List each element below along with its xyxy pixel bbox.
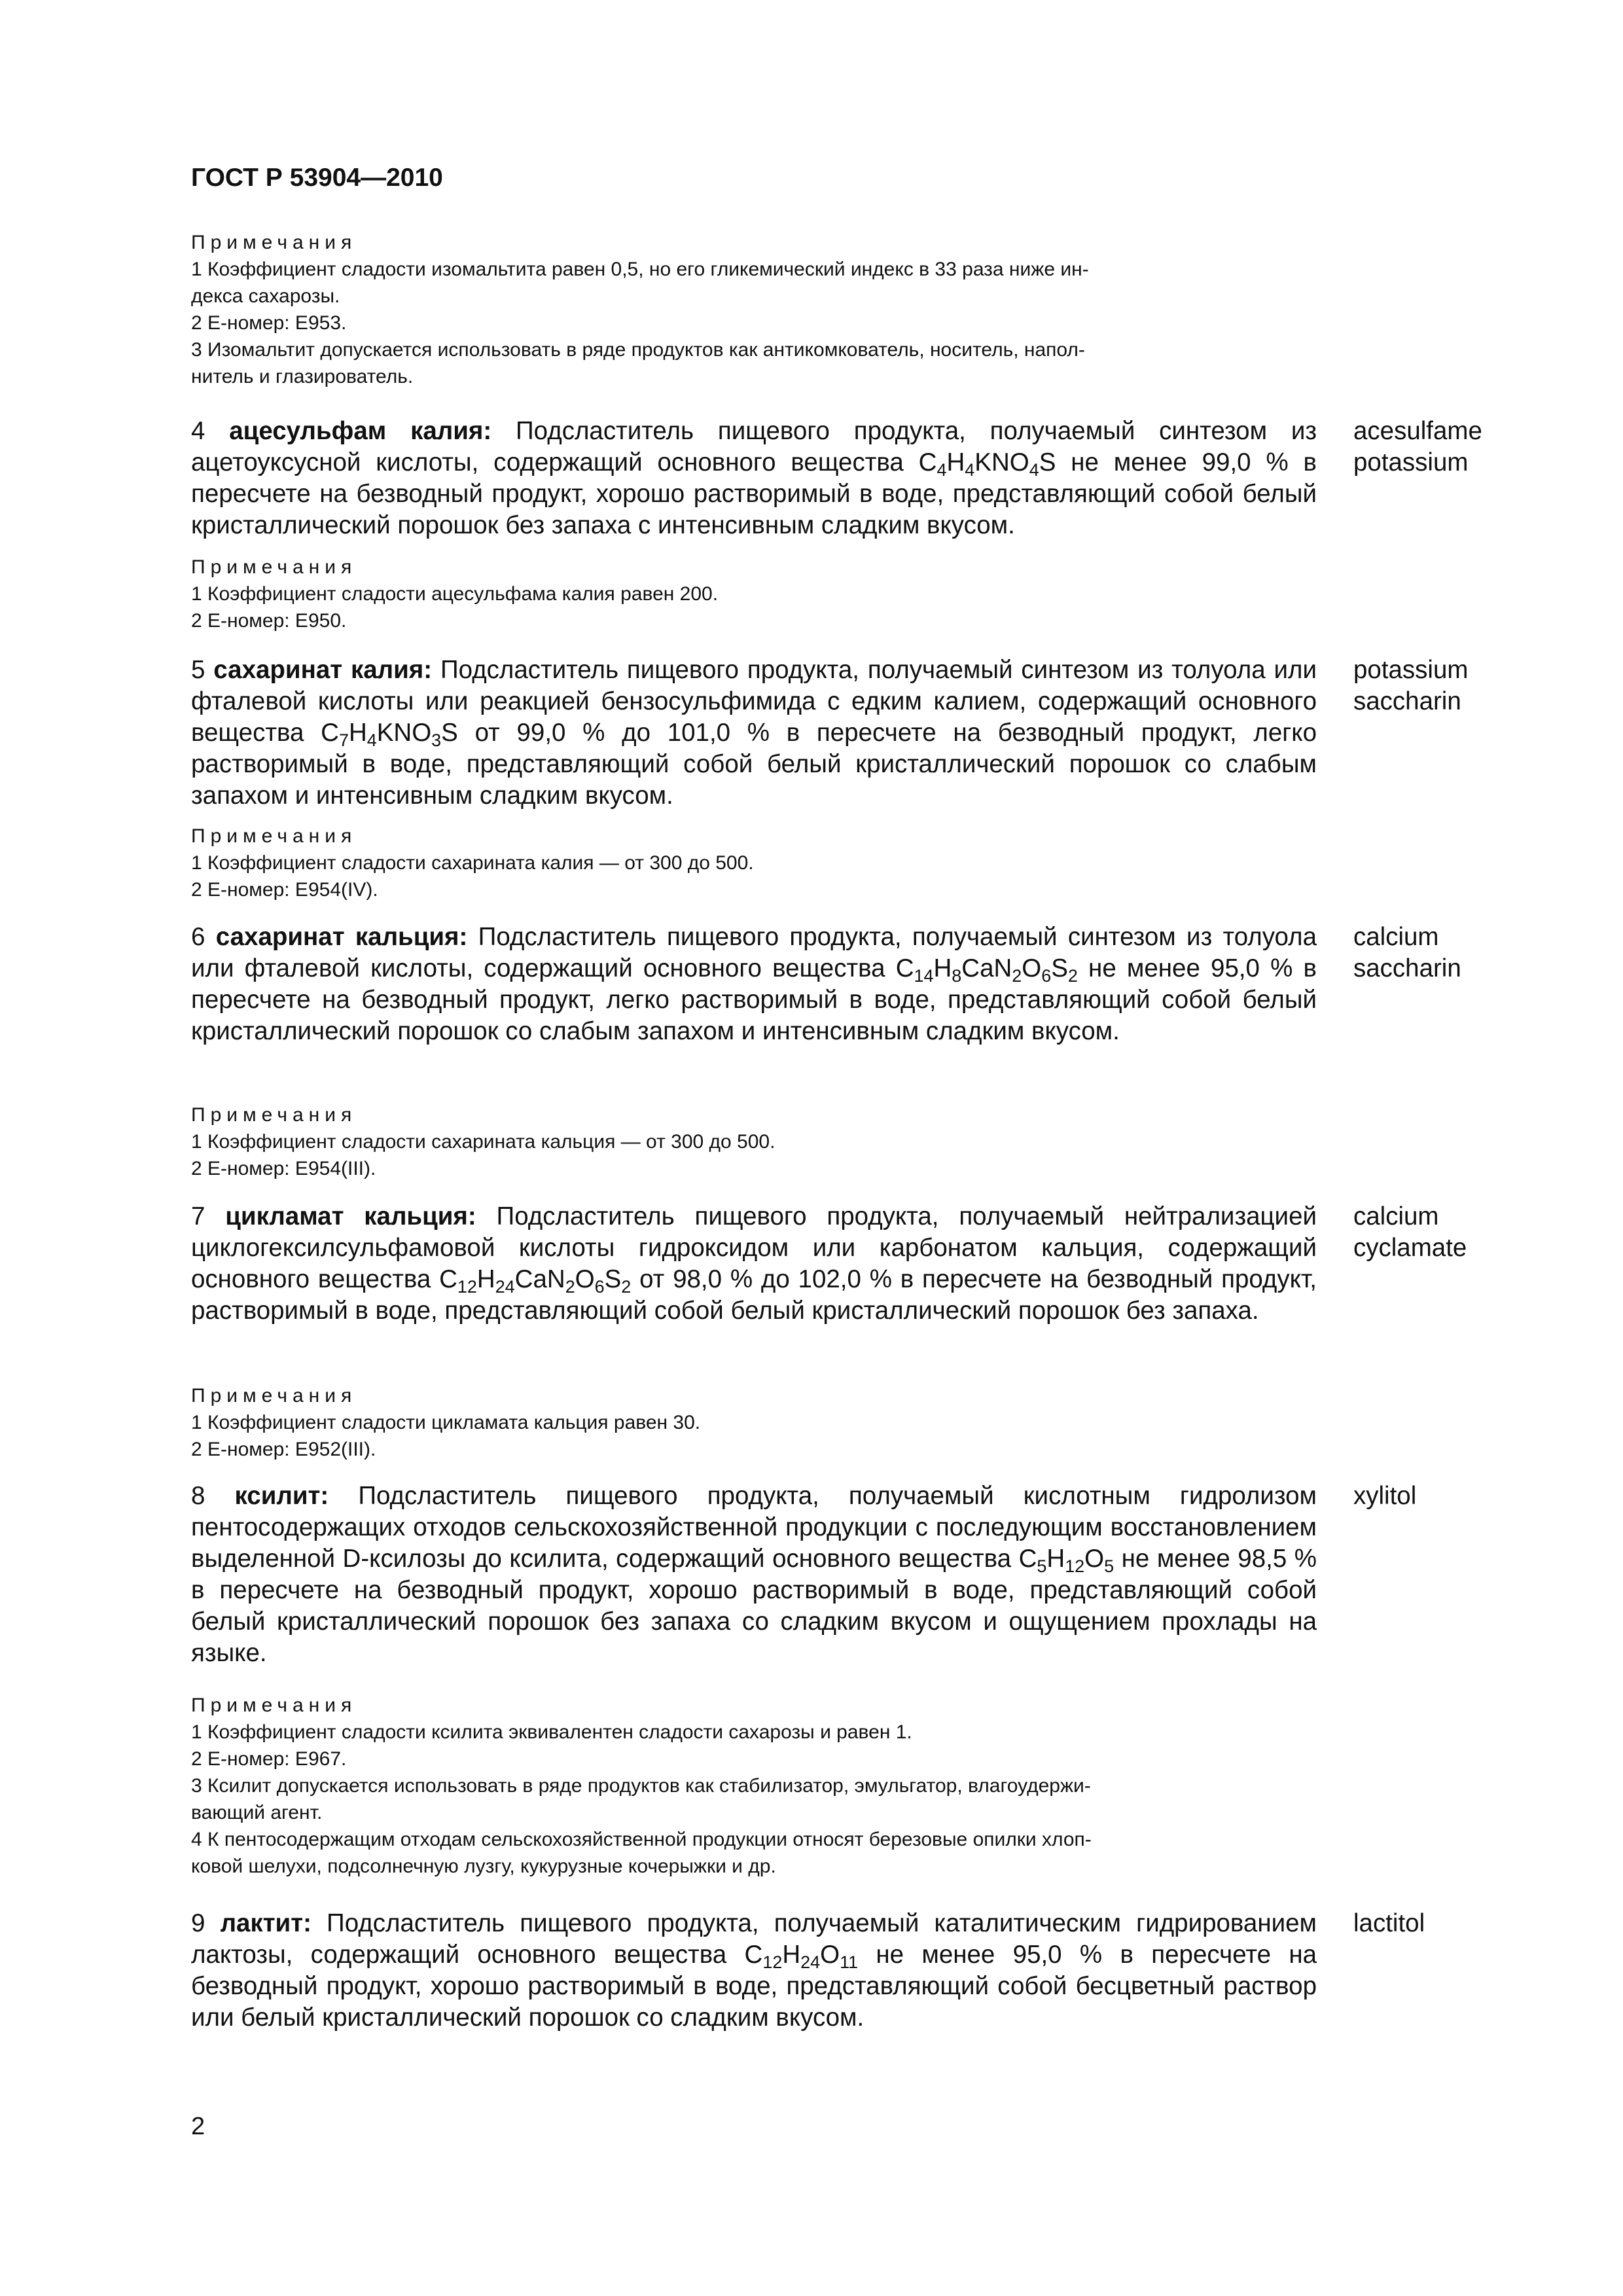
entry-calcium-cyclamate — [191, 1201, 1317, 1327]
formula: $C_7H_4KNO_3S$ — [321, 719, 458, 751]
entry-definition-cont: не менее 95,0 % в пересчете на безводный продукт, легко растворимый в воде, представляющий собой белый кристаллический порошок со слабым запахом и интенсивным сладким вкусом. — [191, 954, 1317, 1045]
formula: $C_5H_{12}O_5$ — [1018, 1545, 1115, 1577]
english-term-calcium-cyclamate: calcium cyclamate — [1353, 1202, 1467, 1262]
note-line: 2 Е-номер: Е953. — [191, 312, 347, 334]
entry-definition-cont: не менее 99,0 % в пересчете на безводный продукт, хорошо растворимый в воде, представляющий собой белый кристаллический порошок без запаха с интенсивным сладким вкусом. — [191, 448, 1317, 539]
page-number: 2 — [191, 2113, 205, 2140]
note-line: декса сахарозы. — [191, 285, 340, 307]
notes-isomalt — [191, 229, 1317, 390]
entry-number: 6 — [191, 923, 205, 951]
notes-potassium-saccharin — [191, 823, 1317, 903]
entry-definition-cont: от 99,0 % до 101,0 % в пересчете на безводный продукт, легко растворимый в воде, представляющий собой белый кристаллический порошок со слабым запахом и интенсивным сладким вкусом. — [191, 719, 1317, 810]
document-code: ГОСТ Р 53904—2010 — [191, 164, 443, 192]
entry-definition: Подсластитель пищевого продукта, получаемый синтезом из толуола или фталевой кислоты, содержащий основного вещества — [191, 923, 1317, 982]
entry-number: 7 — [191, 1202, 205, 1230]
entry-term: лактит: — [220, 1909, 312, 1937]
entry-potassium-saccharin — [191, 655, 1317, 812]
entry-definition-cont: не менее 98,5 % в пересчете на безводный продукт, хорошо растворимый в воде, представляющий собой белый кристаллический порошок без запаха со сладким вкусом и ощущением прохлады на языке. — [191, 1545, 1317, 1667]
english-term-xylitol: xylitol — [1353, 1482, 1417, 1510]
entry-lactitol — [191, 1908, 1317, 2034]
notes-heading: Примечания — [191, 825, 357, 847]
entry-definition: Подсластитель пищевого продукта, получаемый нейтрализацией циклогексилсульфамовой кислоты гидроксидом или карбонатом кальция, содержащий основного вещества — [191, 1202, 1317, 1293]
notes-heading: Примечания — [191, 1385, 357, 1407]
note-line: 1 Коэффициент сладости ксилита эквивалентен сладости сахарозы и равен 1. — [191, 1721, 912, 1743]
entry-definition: Подсластитель пищевого продукта, получаемый кислотным гидролизом пентосодержащих отходов сельскохозяйственной продукции с последующим восстановлением выделенной D-ксилозы до ксилита, содержащий основного вещества — [191, 1482, 1317, 1573]
formula: $C_{12}H_{24}CaN_2O_6S_2$ — [439, 1265, 632, 1297]
notes-calcium-cyclamate — [191, 1382, 1317, 1463]
note-line: ковой шелухи, подсолнечную лузгу, кукурузные кочерыжки и др. — [191, 1856, 776, 1877]
note-line: 2 Е-номер: Е954(IV). — [191, 879, 378, 901]
entry-number: 8 — [191, 1482, 205, 1510]
note-line: 2 Е-номер: Е967. — [191, 1748, 347, 1770]
entry-definition-cont: не менее 95,0 % в пересчете на безводный продукт, хорошо растворимый в воде, представляющий собой бесцветный раствор или белый кристаллический порошок со сладким вкусом. — [191, 1941, 1317, 2032]
english-term-calcium-saccharin: calcium saccharin — [1353, 923, 1461, 982]
entry-definition-cont: от 98,0 % до 102,0 % в пересчете на безводный продукт, растворимый в воде, представляющий собой белый кристаллический порошок без запаха. — [191, 1265, 1317, 1325]
note-line: вающий агент. — [191, 1802, 323, 1823]
note-line: 1 Коэффициент сладости цикламата кальция равен 30. — [191, 1412, 701, 1433]
entry-term: цикламат кальция: — [225, 1202, 476, 1230]
note-line: 1 Коэффициент сладости ацесульфама калия равен 200. — [191, 583, 719, 605]
notes-xylitol — [191, 1692, 1317, 1880]
entry-term: ксилит: — [234, 1482, 329, 1510]
notes-heading: Примечания — [191, 232, 357, 253]
formula: $C_{12}H_{24}O_{11}$ — [744, 1941, 859, 1973]
entry-definition: Подсластитель пищевого продукта, получаемый синтезом из ацетоуксусной кислоты, содержащий основного вещества — [191, 417, 1317, 476]
entry-definition: Подсластитель пищевого продукта, получаемый синтезом из толуола или фталевой кислоты или реакцией бензосульфимида с едким калием, содержащий основного вещества — [191, 656, 1317, 747]
note-line: 3 Ксилит допускается использовать в ряде продуктов как стабилизатор, эмульгатор, влагоудержи- — [191, 1775, 1091, 1797]
entry-term: сахаринат калия: — [213, 656, 433, 684]
note-line: нитель и глазирователь. — [191, 366, 414, 387]
note-line: 1 Коэффициент сладости сахарината калия — от 300 до 500. — [191, 852, 754, 874]
entry-acesulfame-potassium — [191, 416, 1317, 541]
entry-xylitol — [191, 1480, 1317, 1669]
entry-calcium-saccharin — [191, 922, 1317, 1047]
notes-heading: Примечания — [191, 1695, 357, 1716]
note-line: 1 Коэффициент сладости сахарината кальция — от 300 до 500. — [191, 1131, 776, 1153]
entry-definition: Подсластитель пищевого продукта, получаемый каталитическим гидрированием лактозы, содержащий основного вещества — [191, 1909, 1317, 1969]
note-line: 1 Коэффициент сладости изомальтита равен 0,5, но его гликемический индекс в 33 раза ниже ин- — [191, 259, 1089, 280]
formula: $C_4H_4KNO_4S$ — [918, 448, 1056, 480]
note-line: 2 Е-номер: Е950. — [191, 610, 347, 632]
notes-heading: Примечания — [191, 556, 357, 578]
entry-term: сахаринат кальция: — [215, 923, 468, 951]
note-line: 2 Е-номер: Е954(III). — [191, 1158, 376, 1179]
entry-number: 4 — [191, 417, 205, 445]
note-line: 4 К пентосодержащим отходам сельскохозяйственной продукции относят березовые опилки хлоп- — [191, 1829, 1092, 1850]
english-term-acesulfame: acesulfame potassium — [1353, 417, 1482, 476]
english-term-lactitol: lactitol — [1353, 1909, 1425, 1937]
entry-number: 9 — [191, 1909, 205, 1937]
notes-calcium-saccharin — [191, 1102, 1317, 1182]
formula: $C_{14}H_8CaN_2O_6S_2$ — [895, 954, 1078, 986]
entry-number: 5 — [191, 656, 205, 684]
note-line: 2 Е-номер: Е952(III). — [191, 1439, 376, 1460]
notes-heading: Примечания — [191, 1104, 357, 1126]
entry-term: ацесульфам калия: — [229, 417, 492, 445]
note-line: 3 Изомальтит допускается использовать в ряде продуктов как антикомкователь, носитель, напол- — [191, 339, 1085, 361]
english-term-potassium-saccharin: potassium saccharin — [1353, 656, 1469, 715]
notes-acesulfame — [191, 554, 1317, 634]
